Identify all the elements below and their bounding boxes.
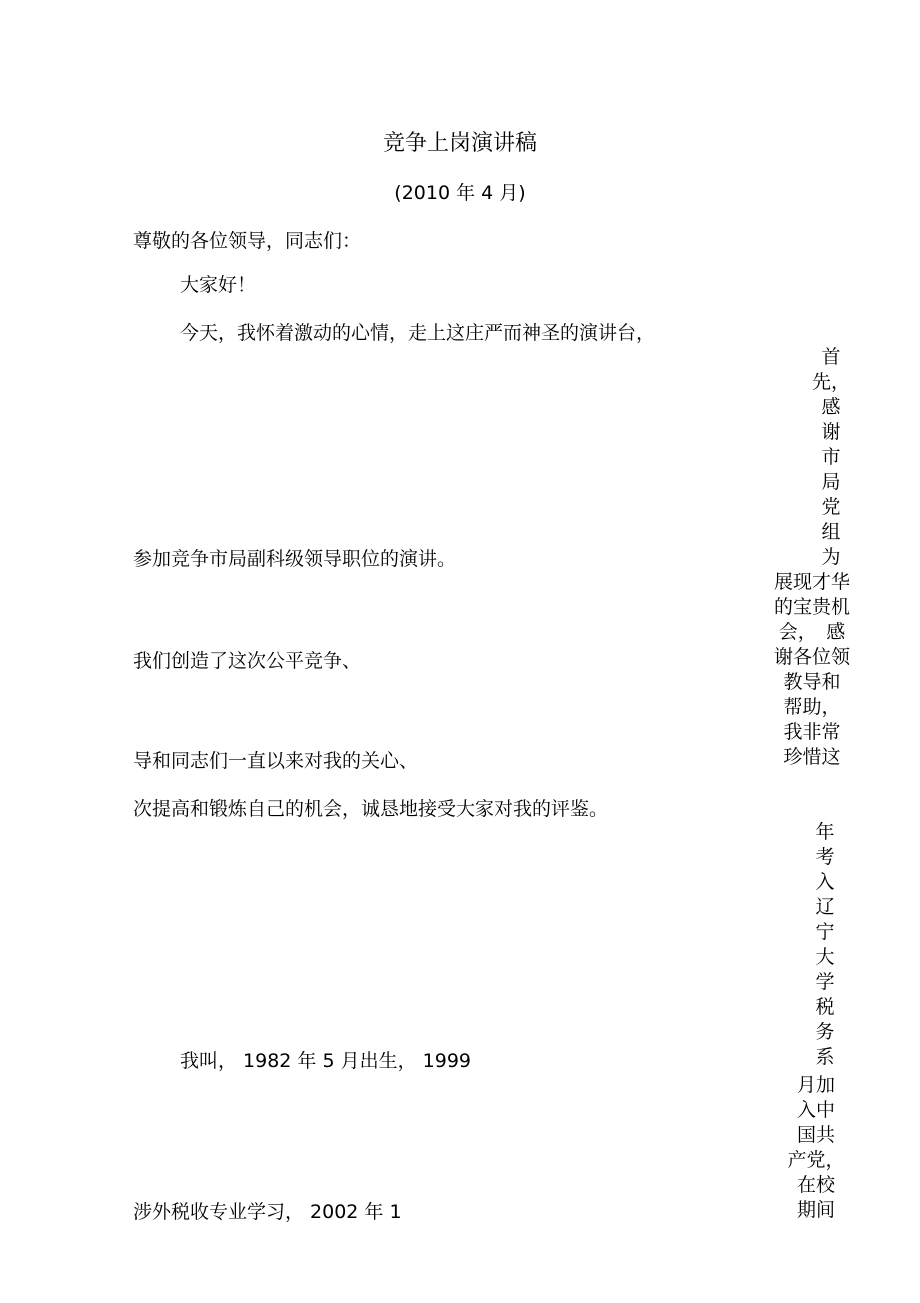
side-text: 先，	[811, 371, 850, 393]
side-text: 大	[815, 946, 835, 968]
side-text: 期间	[796, 1199, 835, 1221]
side-text: 务	[815, 1021, 835, 1043]
document-title: 竞争上岗演讲稿	[382, 131, 537, 156]
side-text: 产党，	[787, 1149, 845, 1171]
paragraph-line: 次提高和锻炼自己的机会，诚恳地接受大家对我的评鉴。	[133, 798, 609, 820]
side-text: 珍惜这	[783, 746, 841, 768]
side-text: 入	[815, 871, 835, 893]
side-text: 局	[821, 471, 841, 493]
side-text: 入中	[796, 1099, 835, 1121]
paragraph-line: 今天，我怀着激动的心情，走上这庄严而神圣的演讲台，	[180, 322, 656, 344]
side-text: 月加	[796, 1074, 835, 1096]
side-text: 教导和	[783, 671, 841, 693]
side-text: 宁	[815, 921, 835, 943]
side-text: 的宝贵机	[773, 596, 850, 618]
paragraph-line: 参加竞争市局副科级领导职位的演讲。	[133, 548, 457, 570]
side-text: 在校	[796, 1174, 835, 1196]
side-text: 会， 感	[778, 621, 846, 643]
side-text: 帮助，	[783, 696, 841, 718]
side-text: 我非常	[783, 721, 841, 743]
side-text: 首	[821, 346, 841, 368]
side-text: 国共	[796, 1124, 835, 1146]
paragraph-line: 导和同志们一直以来对我的关心、	[133, 750, 419, 772]
salutation: 尊敬的各位领导，同志们：	[133, 230, 362, 252]
side-text: 谢各位领	[773, 646, 850, 668]
side-text: 谢	[821, 421, 841, 443]
side-column-c	[808, 820, 842, 1070]
paragraph-line: 我们创造了这次公平竞争、	[133, 650, 362, 672]
greeting: 大家好！	[180, 274, 257, 296]
document-date: (2010 年 4 月)	[394, 182, 526, 204]
side-column-d	[784, 1073, 848, 1223]
paragraph-line: 我叫， 1982 年 5 月出生， 1999	[180, 1050, 471, 1072]
side-text: 学	[815, 971, 835, 993]
side-text: 组	[821, 521, 841, 543]
side-text: 系	[815, 1046, 835, 1068]
side-text: 市	[821, 446, 841, 468]
side-column-a	[808, 345, 854, 570]
side-text: 展现才华	[773, 571, 850, 593]
side-text: 为	[821, 546, 841, 568]
side-text: 考	[815, 846, 835, 868]
paragraph-line: 涉外税收专业学习， 2002 年 1	[133, 1201, 402, 1223]
side-text: 辽	[815, 896, 835, 918]
side-text: 税	[815, 996, 835, 1018]
side-text: 感	[821, 396, 841, 418]
side-column-b	[766, 570, 858, 770]
side-text: 党	[821, 496, 841, 518]
side-text: 年	[815, 821, 835, 843]
